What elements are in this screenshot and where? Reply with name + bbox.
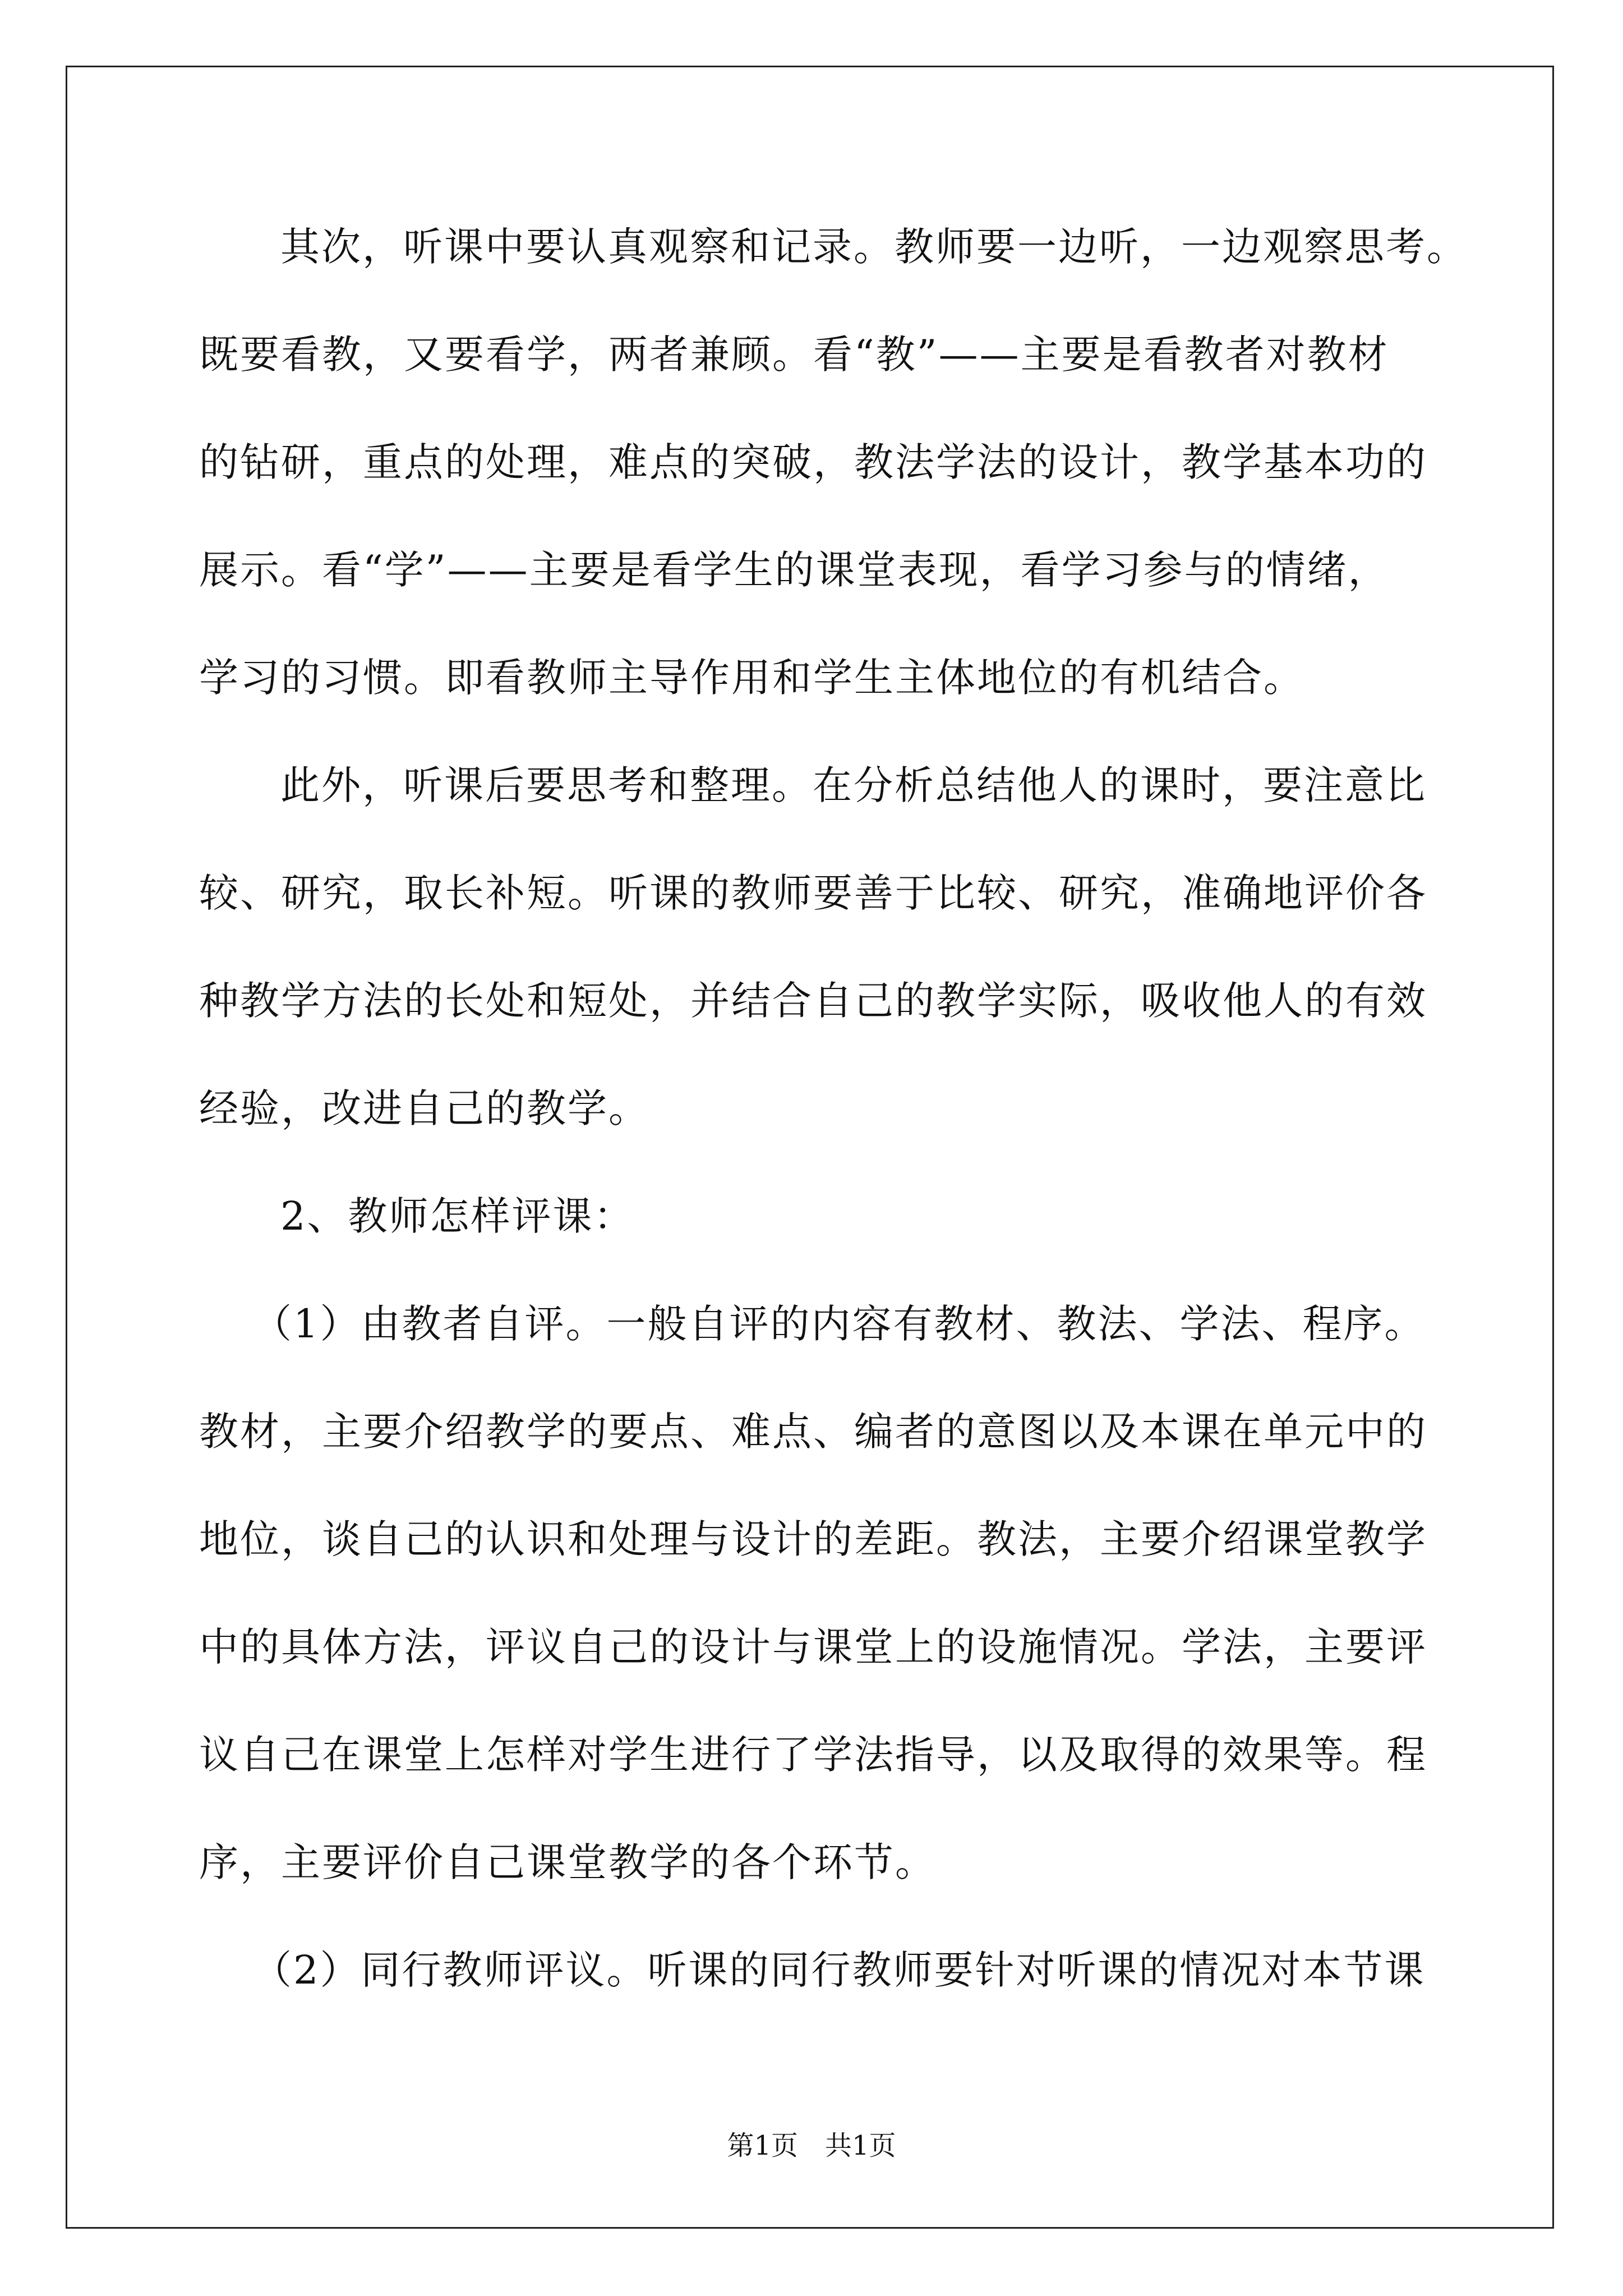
text-line: 地位，谈自己的认识和处理与设计的差距。教法，主要介绍课堂教学 — [199, 1516, 1427, 1562]
text-line: 议自己在课堂上怎样对学生进行了学法指导，以及取得的效果等。程 — [199, 1732, 1427, 1778]
text-line: 序，主要评价自己课堂教学的各个环节。 — [199, 1839, 936, 1885]
text-line: 的钻研，重点的处理，难点的突破，教法学法的设计，教学基本功的 — [199, 439, 1427, 485]
text-line: （2）同行教师评议。听课的同行教师要针对听课的情况对本节课 — [252, 1947, 1426, 1993]
text-line: 展示。看“学”——主要是看学生的课堂表现，看学习参与的情绪， — [199, 547, 1389, 593]
text-line: 教材，主要介绍教学的要点、难点、编者的意图以及本课在单元中的 — [199, 1409, 1427, 1455]
text-line: 其次，听课中要认真观察和记录。教师要一边听，一边观察思考。 — [280, 224, 1468, 270]
text-line: （1）由教者自评。一般自评的内容有教材、教法、学法、程序。 — [252, 1301, 1426, 1347]
text-line: 经验，改进自己的教学。 — [199, 1085, 649, 1131]
text-line: 既要看教，又要看学，两者兼顾。看“教”——主要是看教者对教材 — [199, 332, 1389, 378]
page-border — [66, 66, 1554, 2229]
text-line: 此外，听课后要思考和整理。在分析总结他人的课时，要注意比 — [280, 762, 1427, 808]
text-line: 种教学方法的长处和短处，并结合自己的教学实际，吸收他人的有效 — [199, 978, 1427, 1024]
page-number: 第1页 共1页 — [727, 2130, 896, 2161]
text-line: 学习的习惯。即看教师主导作用和学生主体地位的有机结合。 — [199, 655, 1304, 701]
text-line: 较、研究，取长补短。听课的教师要善于比较、研究，准确地评价各 — [199, 870, 1427, 916]
section-heading: 2、教师怎样评课： — [280, 1193, 635, 1239]
text-line: 中的具体方法，评议自己的设计与课堂上的设施情况。学法，主要评 — [199, 1624, 1427, 1670]
